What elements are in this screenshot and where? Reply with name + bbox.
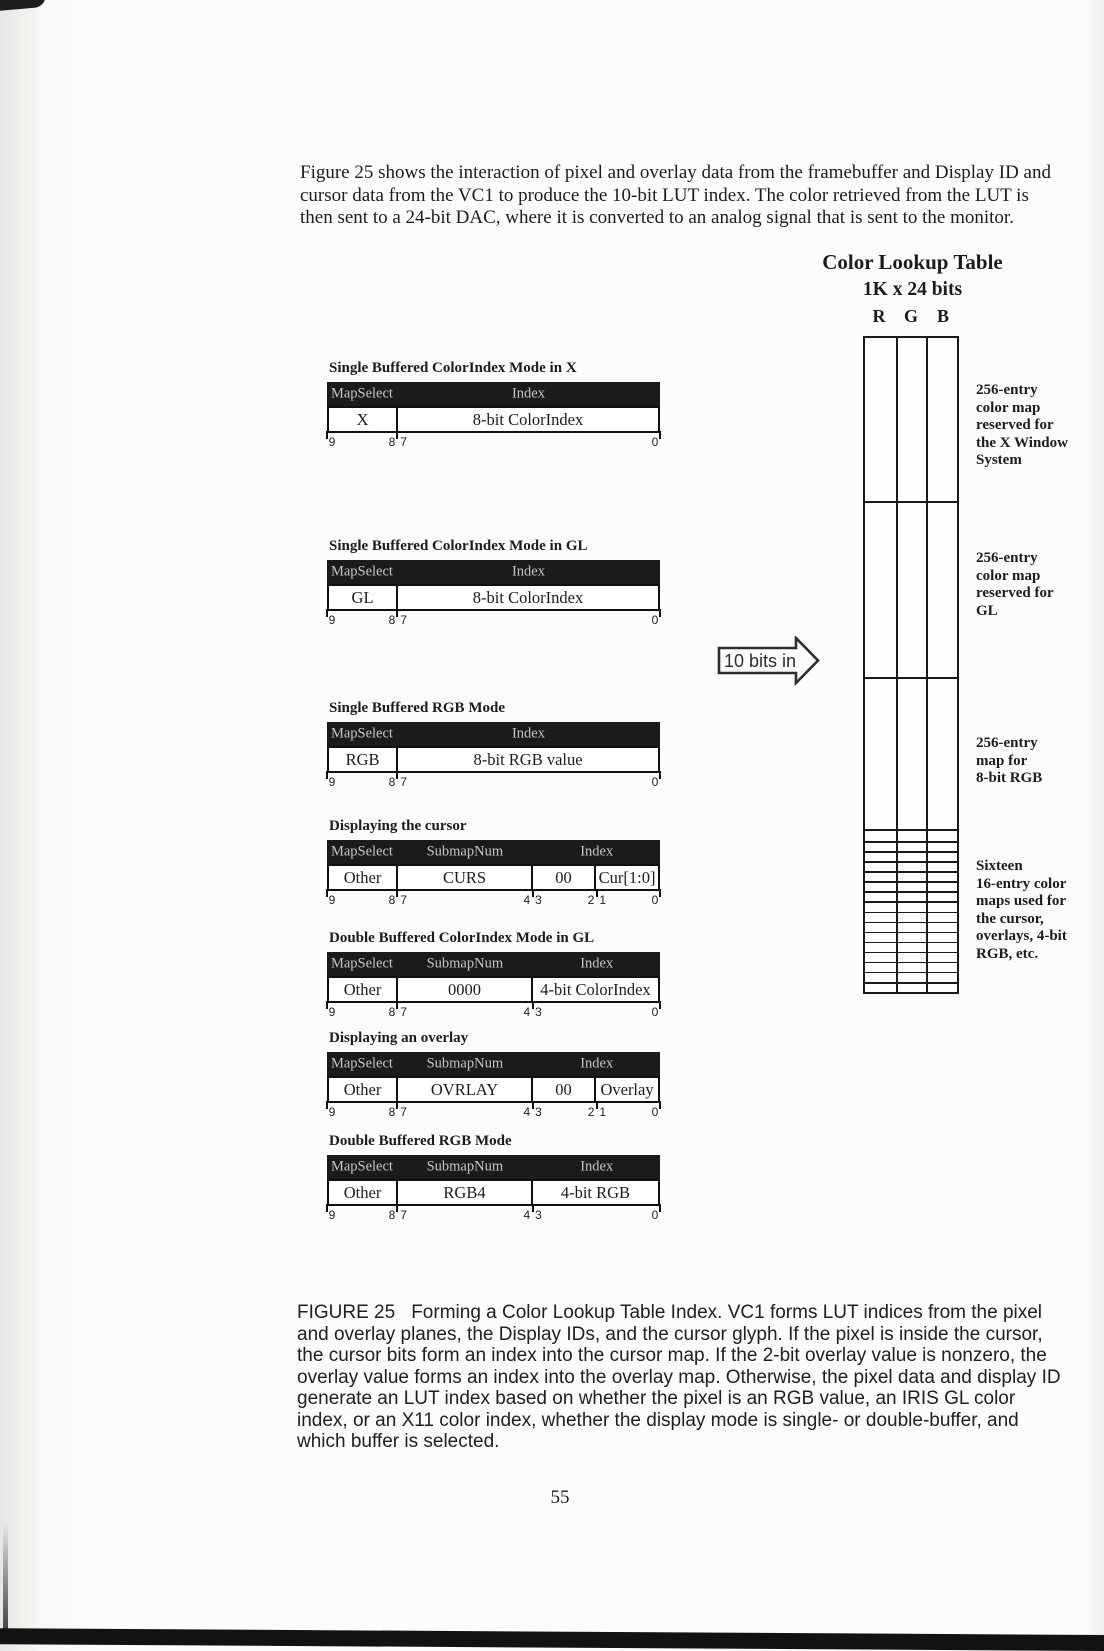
scan-left-shadow — [0, 0, 95, 1651]
ten-bits-in-label: 10 bits in — [724, 651, 797, 671]
bitfield-table-header — [327, 1052, 660, 1076]
bitfield-header-label: MapSelect — [330, 385, 393, 402]
bitfield-cell: RGB — [329, 748, 398, 771]
bit-number: 8 — [388, 1208, 396, 1222]
clut-section-divider — [865, 829, 957, 831]
bitfield-table-header — [327, 560, 660, 584]
bitfield-table-title: Double Buffered RGB Mode — [329, 1133, 512, 1149]
bitfield-cell: 4-bit RGB — [560, 1182, 631, 1202]
bitfield-header-label: MapSelect — [330, 1158, 393, 1175]
scan-corner-smudge — [0, 0, 47, 11]
bit-tick — [659, 431, 661, 439]
bitfield-table-row — [327, 976, 660, 1003]
bitfield-header-label: SubmapNum — [426, 955, 504, 972]
bitfield-table-title: Single Buffered ColorIndex Mode in X — [329, 360, 577, 376]
clut-section-label-line: RGB, etc. — [976, 945, 1039, 962]
bit-tick — [659, 889, 661, 897]
bit-number: 0 — [651, 893, 659, 907]
bit-tick — [396, 609, 398, 617]
bit-number: 7 — [400, 775, 407, 789]
bitfield-cell: Other — [329, 978, 398, 1001]
bitfield-cell: 00 — [533, 1078, 596, 1101]
bitfield-table — [327, 538, 660, 627]
bitfield-bit-labels — [327, 891, 660, 907]
clut-section-label-line: 256-entry — [976, 550, 1038, 566]
clut-subrow-line — [865, 881, 957, 883]
figure-caption — [297, 1302, 1069, 1453]
clut-section-label-line: color map — [976, 399, 1041, 416]
bitfield-header-label: Index — [580, 955, 614, 972]
bitfield-table-row — [327, 1179, 660, 1206]
bitfield-table-row — [327, 864, 660, 891]
bitfield-cell: RGB4 — [398, 1181, 533, 1204]
clut-section-label — [976, 735, 1104, 788]
scan-bottom-edge — [0, 1628, 1104, 1651]
clut-subrow-line — [865, 901, 957, 903]
bit-number: 0 — [651, 1005, 659, 1019]
bit-number: 3 — [535, 1208, 542, 1222]
bit-number: 4 — [523, 1208, 531, 1222]
bitfield-bit-labels — [327, 1003, 660, 1019]
bit-tick — [659, 1204, 661, 1212]
bit-number: 7 — [400, 1208, 407, 1222]
bitfield-bit-labels — [327, 773, 660, 789]
bit-number: 7 — [400, 613, 407, 627]
clut-subrow-line — [865, 861, 957, 863]
clut-section-label-line: Sixteen — [976, 858, 1023, 874]
bit-number: 7 — [400, 893, 407, 907]
bitfield-table-title: Displaying the cursor — [329, 818, 467, 834]
bitfield-header-label: SubmapNum — [426, 1158, 504, 1175]
clut-title: Color Lookup Table — [822, 250, 1003, 274]
clut-subrow-line — [865, 891, 957, 893]
bit-number: 3 — [535, 893, 542, 907]
bitfield-header-label: SubmapNum — [426, 1055, 504, 1072]
bitfield-table-row — [327, 1076, 660, 1103]
bitfield-cell: Overlay — [600, 1079, 654, 1099]
bit-number: 9 — [328, 435, 336, 449]
clut-subrow-line — [865, 912, 957, 914]
bitfield-table-header — [327, 1155, 660, 1179]
clut-section-label — [976, 858, 1104, 963]
clut-subrow-line — [865, 962, 957, 964]
clut-subrow-line — [865, 922, 957, 924]
bitfield-table-title: Single Buffered ColorIndex Mode in GL — [329, 538, 588, 554]
bit-tick — [659, 609, 661, 617]
clut-column-line — [926, 338, 928, 992]
bitfield-header-label: MapSelect — [330, 955, 393, 972]
bit-number: 0 — [651, 1105, 659, 1119]
bit-tick — [396, 1101, 398, 1109]
bit-tick — [396, 889, 398, 897]
bit-number: 0 — [651, 613, 659, 627]
clut-subrow-line — [865, 841, 957, 843]
clut-section-label-line: color map — [976, 567, 1041, 584]
clut-section-label-line: map for — [976, 752, 1028, 769]
bitfield-table-header — [327, 952, 660, 976]
bit-tick — [396, 431, 398, 439]
clut-subrow-line — [865, 932, 957, 934]
scan-left-edge-line — [3, 1523, 8, 1643]
bit-number: 0 — [651, 1208, 659, 1222]
bit-number: 9 — [328, 613, 336, 627]
bitfield-cell: 4-bit ColorIndex — [540, 979, 651, 999]
bitfield-cell: CURS — [398, 866, 533, 889]
page-number: 55 — [550, 1487, 570, 1508]
bit-number: 9 — [328, 775, 336, 789]
bit-number: 2 — [587, 893, 595, 907]
clut-section-label-line: GL — [976, 602, 998, 619]
bit-tick — [659, 771, 661, 779]
bitfield-header-label: Index — [580, 1158, 614, 1175]
intro-paragraph: Figure 25 shows the interaction of pixel and overlay data from the framebuffer and Display ID and cursor data from the VC1 to produce the 10-bit LUT index. The color retrieved from the LUT is then sent to a 24-bit DAC, where it is converted to an analog signal that is sent to the monitor. — [300, 162, 1051, 228]
clut-column-letter: R — [872, 306, 886, 326]
bit-number: 7 — [400, 1105, 407, 1119]
bit-number: 7 — [400, 435, 407, 449]
bit-tick — [396, 771, 398, 779]
bitfield-header-label: MapSelect — [330, 1055, 393, 1072]
bitfield-table-row — [327, 584, 660, 611]
bitfield-table-row — [327, 406, 660, 433]
bit-tick — [596, 889, 598, 897]
bit-number: 9 — [328, 1105, 336, 1119]
clut-column-line — [896, 338, 898, 992]
bitfield-header-label: Index — [580, 1055, 614, 1072]
bit-number: 8 — [388, 893, 396, 907]
ten-bits-in-arrow-icon — [716, 636, 822, 686]
clut-section-label-line: 256-entry — [976, 382, 1038, 398]
clut-section-label-line: reserved for — [976, 417, 1054, 433]
bitfield-table — [327, 818, 660, 907]
bit-number: 0 — [651, 435, 659, 449]
bitfield-table — [327, 360, 660, 449]
bit-number: 8 — [388, 435, 396, 449]
clut-section-divider — [865, 677, 957, 679]
bitfield-header-label: SubmapNum — [426, 843, 504, 860]
figure-caption-label: FIGURE 25 — [297, 1302, 396, 1323]
bitfield-table-title: Double Buffered ColorIndex Mode in GL — [329, 930, 595, 946]
clut-section-label-line: the X Window — [976, 434, 1068, 451]
scan-right-shadow — [1086, 0, 1104, 1651]
bitfield-table — [327, 1030, 660, 1119]
clut-subrow-line — [865, 952, 957, 954]
clut-section-label-line: maps used for — [976, 893, 1067, 909]
bit-tick — [659, 1001, 661, 1009]
bitfield-cell: 8-bit ColorIndex — [472, 409, 584, 429]
bitfield-header-label: MapSelect — [330, 563, 393, 580]
bitfield-bit-labels — [327, 611, 660, 627]
bit-number: 9 — [328, 1208, 336, 1222]
bitfield-header-label: Index — [511, 385, 545, 402]
bitfield-cell: 00 — [533, 866, 596, 889]
bitfield-cell: 8-bit ColorIndex — [472, 587, 584, 607]
bitfield-table-title: Single Buffered RGB Mode — [329, 700, 505, 716]
bit-number: 2 — [587, 1105, 595, 1119]
bit-number: 8 — [388, 613, 396, 627]
bitfield-table — [327, 930, 660, 1019]
clut-section-label-line: System — [976, 452, 1022, 468]
bit-number: 4 — [523, 893, 531, 907]
bitfield-cell: GL — [329, 586, 398, 609]
clut-subtitle: 1K x 24 bits — [862, 279, 963, 300]
bitfield-header-label: Index — [580, 843, 614, 860]
clut-subrow-line — [865, 871, 957, 873]
clut-section-label-line: reserved for — [976, 585, 1054, 601]
clut-subrow-line — [865, 972, 957, 974]
clut-section-label-line: 8-bit RGB — [976, 770, 1043, 786]
bit-number: 9 — [328, 893, 336, 907]
bitfield-cell: 8-bit RGB value — [473, 749, 583, 769]
clut-section-label — [976, 382, 1104, 470]
clut-section-divider — [865, 501, 957, 503]
bitfield-bit-labels — [327, 1206, 660, 1222]
bit-number: 1 — [599, 1105, 607, 1119]
bitfield-cell: Other — [329, 866, 398, 889]
figure-caption-text: Forming a Color Lookup Table Index. VC1 forms LUT indices from the pixel and overlay planes, the Display IDs, and the cursor glyph. If the pixel is inside the cursor, the cursor bits form an index into the cursor map. If the 2-bit overlay value is nonzero, the overlay value forms an index into the overlay map. Otherwise, the pixel data and display ID generate an LUT index based on whether the pixel is an RGB value, an IRIS GL color index, or an X11 color index, whether the display mode is single- or double-buffer, and which buffer is selected. — [297, 1302, 1061, 1452]
bit-number: 1 — [599, 893, 607, 907]
bitfield-header-label: MapSelect — [330, 843, 393, 860]
bitfield-table-title: Displaying an overlay — [329, 1030, 469, 1046]
clut-section-label-line: overlays, 4-bit — [976, 928, 1067, 944]
bitfield-table — [327, 1133, 660, 1222]
clut-subrow-line — [865, 982, 957, 984]
bitfield-table-header — [327, 840, 660, 864]
bitfield-table-header — [327, 722, 660, 746]
bit-number: 4 — [523, 1105, 531, 1119]
clut-column-letter: B — [936, 306, 949, 326]
bitfield-bit-labels — [327, 1103, 660, 1119]
bitfield-header-label: Index — [511, 725, 545, 742]
bit-tick — [396, 1001, 398, 1009]
bitfield-table-row — [327, 746, 660, 773]
bitfield-header-label: MapSelect — [330, 725, 393, 742]
clut-column-letters — [863, 306, 959, 327]
bit-number: 8 — [388, 1105, 396, 1119]
bit-number: 8 — [388, 775, 396, 789]
bitfield-cell: 0000 — [398, 978, 533, 1001]
clut-subrow-line — [865, 851, 957, 853]
bit-number: 0 — [651, 775, 659, 789]
bitfield-cell: X — [329, 408, 398, 431]
bitfield-cell: OVRLAY — [398, 1078, 533, 1101]
bit-number: 3 — [535, 1005, 542, 1019]
bit-number: 4 — [523, 1005, 531, 1019]
bit-tick — [596, 1101, 598, 1109]
bitfield-cell: Other — [329, 1181, 398, 1204]
clut-section-label-line: 16-entry color — [976, 875, 1067, 892]
bit-number: 7 — [400, 1005, 407, 1019]
clut-section-label — [976, 550, 1104, 620]
bitfield-cell: Other — [329, 1078, 398, 1101]
bitfield-cell: Cur[1:0] — [598, 867, 656, 887]
clut-table — [863, 336, 959, 994]
bit-number: 3 — [535, 1105, 542, 1119]
bitfield-header-label: Index — [511, 563, 545, 580]
bit-number: 9 — [328, 1005, 336, 1019]
clut-section-label-line: the cursor, — [976, 910, 1044, 927]
bit-tick — [659, 1101, 661, 1109]
clut-section-label-line: 256-entry — [976, 735, 1038, 751]
clut-subrow-line — [865, 942, 957, 944]
bitfield-table — [327, 700, 660, 789]
bit-tick — [396, 1204, 398, 1212]
bitfield-table-header — [327, 382, 660, 406]
bitfield-bit-labels — [327, 433, 660, 449]
clut-column-letter: G — [903, 306, 918, 326]
bit-number: 8 — [388, 1005, 396, 1019]
